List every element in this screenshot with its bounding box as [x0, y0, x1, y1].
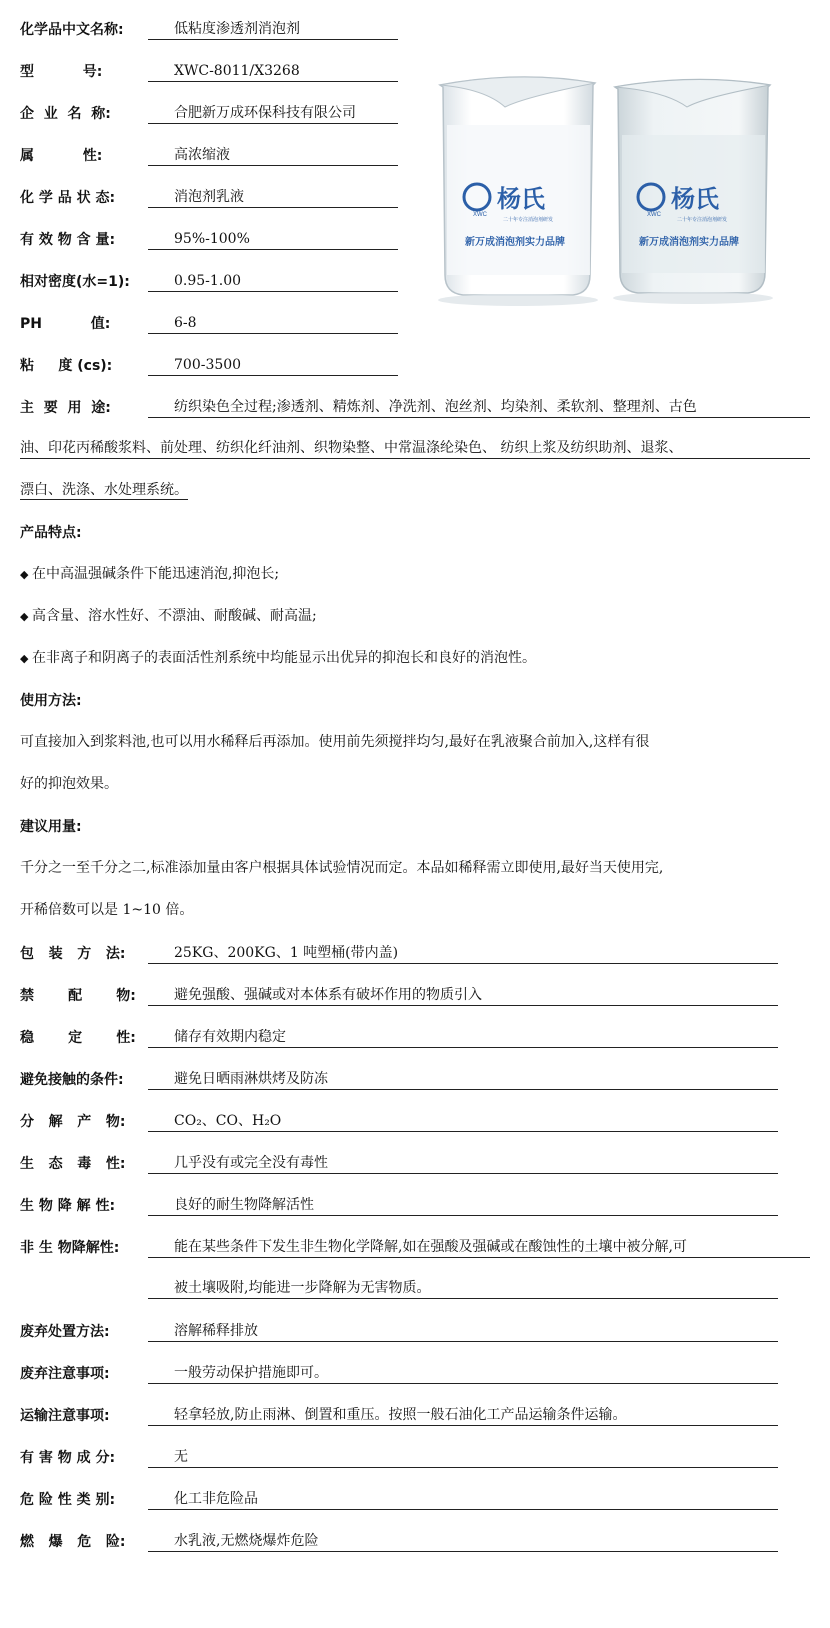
tail-fields-row — [20, 1320, 778, 1342]
tail-fields-value: 化工非危险品 — [148, 1489, 778, 1510]
top-fields-row — [20, 270, 398, 292]
bottom-fields-value: 储存有效期内稳定 — [148, 1027, 778, 1048]
top-fields-value: 合肥新万成环保科技有限公司 — [148, 103, 398, 124]
tail-fields-label: 废弃注意事项: — [20, 1366, 110, 1382]
tail-fields-label: 废弃处置方法: — [20, 1324, 110, 1340]
bottom-fields-label: 稳 定 性: — [20, 1030, 136, 1046]
top-fields-row — [20, 102, 398, 124]
bottom-fields-value: 避免强酸、强碱或对本体系有破坏作用的物质引入 — [148, 985, 778, 1006]
top-fields-label: 相对密度(水=1): — [20, 274, 130, 290]
top-fields-row — [20, 60, 398, 82]
top-fields-label: 粘 度 (cs): — [20, 358, 113, 374]
feature-item — [20, 648, 536, 669]
top-fields-label: 有 效 物 含 量: — [20, 232, 116, 248]
bottom-fields-row — [20, 1068, 778, 1090]
top-fields-row — [20, 354, 398, 376]
top-fields-label: 型 号: — [20, 64, 103, 80]
bottom-fields-row — [20, 1194, 778, 1216]
dosage-heading: 建议用量: — [20, 819, 82, 835]
top-fields-value: 0.95-1.00 — [148, 271, 398, 292]
feature-text: 在中高温强碱条件下能迅速消泡,抑泡长; — [31, 566, 280, 582]
bottom-fields-label: 生 态 毒 性: — [20, 1156, 126, 1172]
bottom-fields-value: 良好的耐生物降解活性 — [148, 1195, 778, 1216]
tail-fields-row — [20, 1488, 778, 1510]
top-fields-label: PH 值: — [20, 316, 111, 332]
nonbio-line-2: 被土壤吸附,均能进一步降解为无害物质。 — [148, 1278, 778, 1299]
slogan-left: 新万成消泡剂实力品牌 — [465, 237, 565, 248]
bottom-fields-value: 几乎没有或完全没有毒性 — [148, 1153, 778, 1174]
usage-line-3-wrap — [20, 480, 188, 500]
feature-text: 高含量、溶水性好、不漂油、耐酸碱、耐高温; — [31, 608, 317, 624]
method-line-1: 可直接加入到浆料池,也可以用水稀释后再添加。使用前先须搅拌均匀,最好在乳液聚合前加入,这样有很 — [20, 734, 650, 750]
top-fields-label: 企 业 名 称: — [20, 106, 111, 122]
top-fields-value: 低粘度渗透剂消泡剂 — [148, 19, 398, 40]
top-fields-value: 700-3500 — [148, 355, 398, 376]
method-heading: 使用方法: — [20, 693, 82, 709]
logo-text-left: XWC — [473, 212, 487, 218]
nonbio-row — [20, 1236, 810, 1258]
top-fields-value: 消泡剂乳液 — [148, 187, 398, 208]
top-fields-value: 95%-100% — [148, 229, 398, 250]
usage-line-3: 漂白、洗涤、水处理系统。 — [20, 482, 188, 498]
dosage-line-1: 千分之一至千分之二,标准添加量由客户根据具体试验情况而定。本品如稀释需立即使用,最好当天使用完, — [20, 860, 664, 876]
nonbio-line-1: 能在某些条件下发生非生物化学降解,如在强酸及强碱或在酸蚀性的土壤中被分解,可 — [148, 1237, 810, 1258]
tail-fields-label: 有 害 物 成 分: — [20, 1450, 116, 1466]
top-fields-row — [20, 228, 398, 250]
top-fields-value: 6-8 — [148, 313, 398, 334]
usage-label: 主 要 用 途: — [20, 400, 111, 416]
tail-fields-row — [20, 1404, 778, 1426]
top-fields-value: 高浓缩液 — [148, 145, 398, 166]
top-fields-row — [20, 18, 398, 40]
usage-line-2: 油、印花丙稀酸浆料、前处理、纺织化纤油剂、织物染整、中常温涤纶染色、 纺织上浆及纺织助剂、退浆、 — [20, 438, 810, 459]
beaker-left — [438, 77, 598, 306]
tail-fields-value: 无 — [148, 1447, 778, 1468]
feature-item — [20, 606, 317, 627]
brand-text-right: 杨氏 — [671, 184, 719, 213]
features-heading: 产品特点: — [20, 525, 82, 541]
bottom-fields-label: 生 物 降 解 性: — [20, 1198, 116, 1214]
diamond-bullet-icon: ◆ — [20, 568, 32, 581]
bottom-fields-value: 避免日晒雨淋烘烤及防冻 — [148, 1069, 778, 1090]
tagline-right: 二十年专注消泡剂研发 — [677, 217, 728, 223]
tail-fields-label: 运输注意事项: — [20, 1408, 110, 1424]
top-fields-label: 化学品中文名称: — [20, 22, 124, 38]
bottom-fields-row — [20, 1026, 778, 1048]
tail-fields-label: 燃 爆 危 险: — [20, 1534, 126, 1550]
top-fields-row — [20, 144, 398, 166]
tail-fields-label: 危 险 性 类 别: — [20, 1492, 116, 1508]
logo-text-right: XWC — [647, 212, 661, 218]
top-fields-label: 属 性: — [20, 148, 103, 164]
dosage-line-2: 开稀倍数可以是 1~10 倍。 — [20, 902, 194, 918]
tagline-left: 二十年专注消泡剂研发 — [503, 217, 554, 223]
tail-fields-row — [20, 1446, 778, 1468]
tail-fields-value: 水乳液,无燃烧爆炸危险 — [148, 1531, 778, 1552]
tail-fields-value: 轻拿轻放,防止雨淋、倒置和重压。按照一般石油化工产品运输条件运输。 — [148, 1405, 778, 1426]
bottom-fields-label: 避免接触的条件: — [20, 1072, 124, 1088]
usage-line-1: 纺织染色全过程;渗透剂、精炼剂、净洗剂、泡丝剂、均染剂、柔软剂、整理剂、古色 — [148, 397, 810, 418]
bottom-fields-label: 分 解 产 物: — [20, 1114, 126, 1130]
usage-row — [20, 396, 810, 418]
product-photo — [425, 55, 800, 315]
feature-item — [20, 564, 279, 585]
bottom-fields-row — [20, 984, 778, 1006]
tail-fields-value: 溶解稀释排放 — [148, 1321, 778, 1342]
nonbio-label: 非 生 物降解性: — [20, 1240, 120, 1256]
bottom-fields-value: 25KG、200KG、1 吨塑桶(带内盖) — [148, 943, 778, 964]
slogan-right: 新万成消泡剂实力品牌 — [639, 237, 739, 248]
top-fields-value: XWC-8011/X3268 — [148, 61, 398, 82]
bottom-fields-value: CO₂、CO、H₂O — [148, 1111, 778, 1132]
bottom-fields-label: 禁 配 物: — [20, 988, 136, 1004]
diamond-bullet-icon: ◆ — [20, 610, 32, 623]
diamond-bullet-icon: ◆ — [20, 652, 32, 665]
method-line-2: 好的抑泡效果。 — [20, 776, 118, 792]
bottom-fields-label: 包 装 方 法: — [20, 946, 126, 962]
beaker-right — [613, 79, 773, 304]
tail-fields-value: 一般劳动保护措施即可。 — [148, 1363, 778, 1384]
top-fields-row — [20, 312, 398, 334]
bottom-fields-row — [20, 1110, 778, 1132]
bottom-fields-row — [20, 1152, 778, 1174]
brand-text-left: 杨氏 — [497, 184, 545, 213]
feature-text: 在非离子和阴离子的表面活性剂系统中均能显示出优异的抑泡长和良好的消泡性。 — [31, 650, 536, 666]
top-fields-row — [20, 186, 398, 208]
top-fields-label: 化 学 品 状 态: — [20, 190, 116, 206]
tail-fields-row — [20, 1530, 778, 1552]
bottom-fields-row — [20, 942, 778, 964]
tail-fields-row — [20, 1362, 778, 1384]
